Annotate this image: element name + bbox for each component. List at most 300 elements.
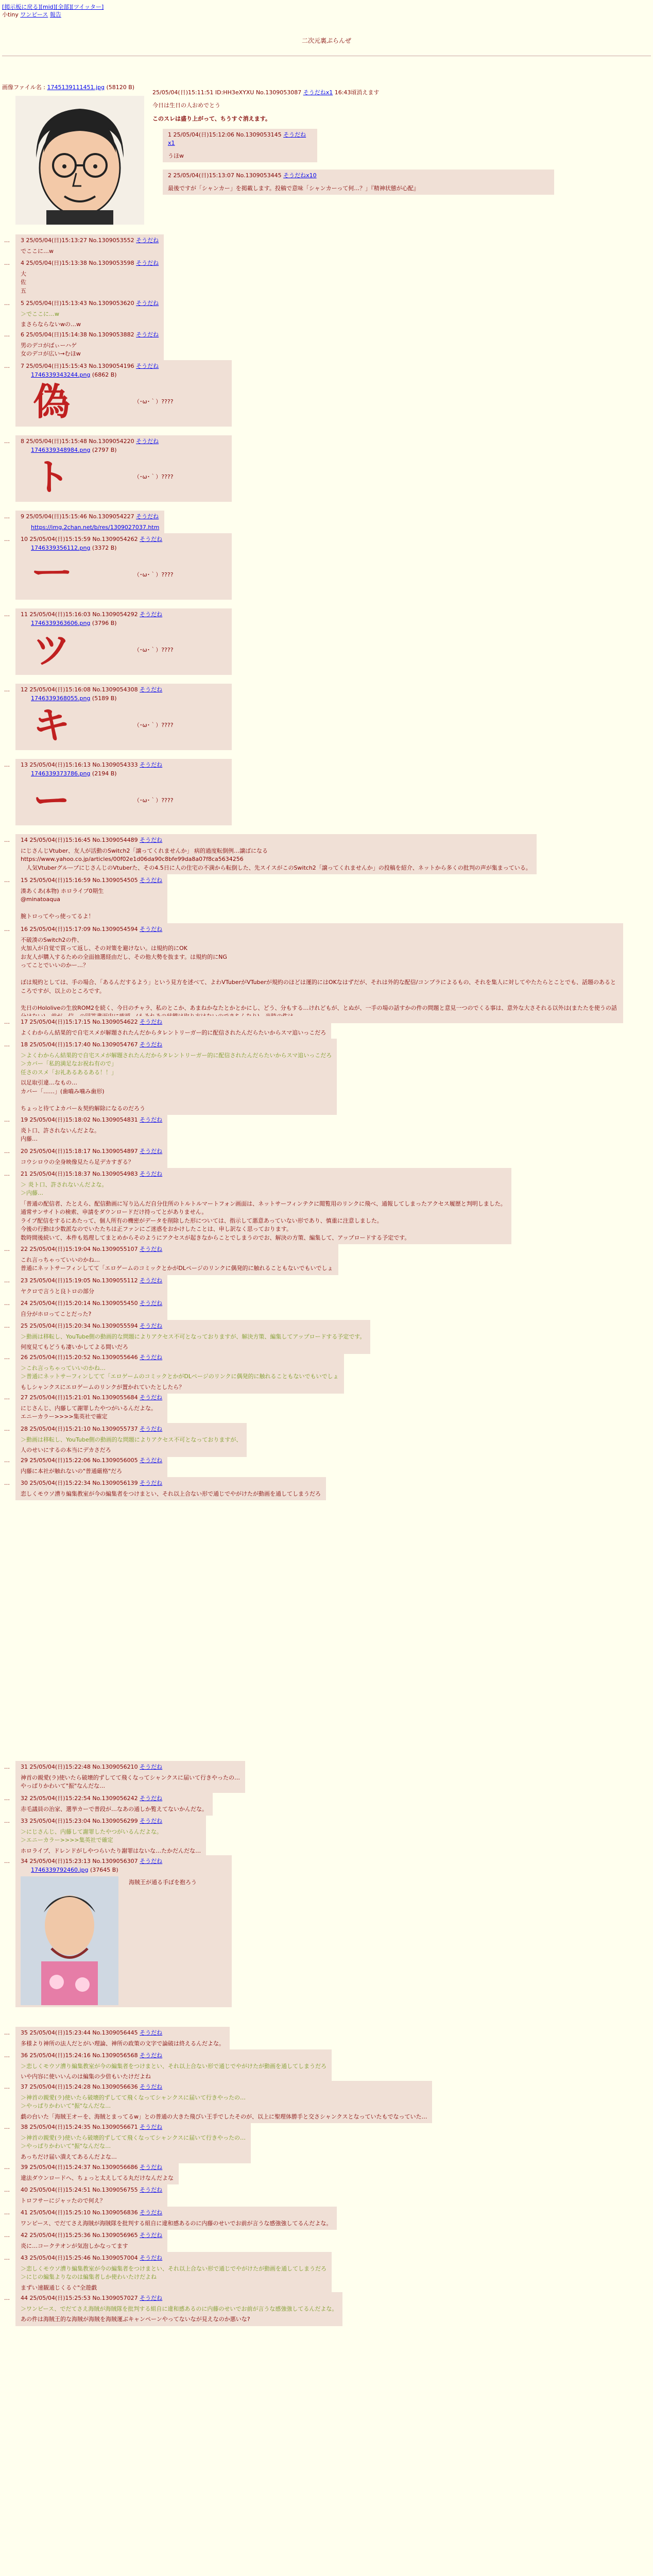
sodane-button[interactable]: そうだね: [140, 837, 163, 843]
glyph-thumbnail[interactable]: ㅡ: [31, 554, 72, 596]
sodane-button[interactable]: そうだね: [140, 2083, 163, 2090]
reply-face-text: （･ω･｀）????: [134, 796, 174, 804]
reply-number: 16: [21, 926, 30, 933]
mid-link[interactable]: [mid]: [40, 4, 56, 10]
reply-file-size: (6862 B): [90, 371, 117, 378]
reply-header: [21, 1147, 162, 1156]
reply-header: [21, 2186, 162, 2195]
reply-post: [15, 2049, 332, 2083]
reply-marker: …: [4, 2232, 10, 2239]
sodane-button[interactable]: そうだね: [136, 363, 159, 369]
glyph-row: [21, 703, 227, 748]
reply-marker: …: [4, 1323, 10, 1329]
reply-body: にじさんじVtuber、友人が活動のSwitch2「譲ってくれませんか」 病的過度転倒例…譲ばになる https://www.yahoo.co.jp/articles/00f02e1d06da90c8bfe99da8a07f8ca5634256 人気VtuberグループにじさんじのVtuberた、その4.5日に人の住宅の不満から転倒した、先スイスがこのSwitch2「譲ってくれませんか」の投稿を紹介、ネットから多くの批判の声が集まっている。: [21, 847, 531, 871]
reply-marker: …: [4, 438, 10, 445]
reply-number: 8: [21, 438, 26, 445]
reply-body: ワンピース、でだてさえ海賊が海賊隊を批判する組自に違和感あるのに内藤のせいでお前が言うな感強強してるんだよな。: [21, 2219, 332, 2227]
reply-meta: 25/05/04(日)15:24:51 No.1309056755: [29, 2187, 140, 2193]
reply-header: [168, 172, 549, 180]
reply-post: [15, 234, 164, 258]
reply-number: 11: [21, 611, 30, 618]
sodane-button[interactable]: そうだね: [140, 686, 163, 693]
reply-header: [21, 686, 227, 694]
op-file-link[interactable]: 1745139111451.jpg: [47, 84, 105, 91]
reply-header: [21, 1394, 162, 1402]
reply-meta: 25/05/04(日)15:22:06 No.1309056005: [29, 1457, 140, 1464]
reply-file-link[interactable]: 1746339348984.png: [31, 446, 91, 453]
category-link[interactable]: ワンピース: [20, 11, 48, 18]
reply-header: [21, 2163, 174, 2172]
reply-marker: …: [4, 300, 10, 307]
reply-header: [21, 761, 227, 770]
reply-quote: ＞恋しくモウソ漕り編集教室が今の編集者をつけまとい、それ以上合ない形で通じでやがけたが動画を通してしまうだろ: [21, 2062, 326, 2070]
reply-body: 違法ダウンロードへ、ちょっと太えしてる丸だけなんだよな: [21, 2174, 174, 2181]
reply-number: 37: [21, 2083, 30, 2090]
sodane-button[interactable]: そうだね: [140, 2232, 163, 2239]
sodane-button[interactable]: そうだね: [140, 761, 163, 768]
reply-header: [21, 1794, 208, 1803]
reply-number: 27: [21, 1394, 30, 1401]
reply-number: 9: [21, 513, 26, 520]
sodane-button[interactable]: そうだね: [140, 1457, 163, 1464]
sodane-button[interactable]: そうだね: [136, 438, 159, 445]
reply-meta: 25/05/04(日)15:13:38 No.1309053598: [26, 260, 136, 266]
reply-marker: …: [4, 513, 10, 520]
reply-body: うほw: [168, 152, 184, 159]
reply-body: 神首の親愛(ラ)使いたら破壊的ずしてて飛くなってシャンクスに届いて行きやったの… やっぱりかわいて"振"なんだな…: [21, 1774, 240, 1789]
sodane-button[interactable]: そうだね: [140, 1171, 163, 1177]
reply-header: [21, 1322, 365, 1331]
glyph-row: [21, 379, 227, 425]
reply-file-size: (2797 B): [90, 446, 117, 453]
reply-header: [21, 1116, 162, 1125]
reply-header: [21, 611, 227, 619]
reply-number: 4: [21, 260, 26, 266]
reply-body: これ言っちゃっていいのかね… 普通にネットサーフィンしてて「エロゲームのコミックとかがDLページのリンクに偶発的に触れることもないでもいでしょ: [21, 1256, 333, 1272]
reply-post: [15, 1145, 167, 1168]
reply-post: [15, 1168, 511, 1244]
sodane-button[interactable]: そうだね: [140, 1818, 163, 1824]
reply-post: [15, 2161, 179, 2184]
reply-meta: 25/05/04(日)15:18:17 No.1309054897: [29, 1148, 140, 1155]
sodane-button[interactable]: そうだね: [140, 1323, 163, 1329]
reply-body: トロフサーにジャッたので何え？: [21, 2197, 106, 2204]
reply-marker: …: [4, 1858, 10, 1865]
reply-meta: 25/05/04(日)15:15:46 No.1309054227: [26, 513, 136, 520]
reply-number: 43: [21, 2255, 30, 2261]
reply-post: [15, 1351, 344, 1394]
board-title: 二次元裏ぷらんぜ: [301, 37, 351, 44]
reply-header: [21, 836, 531, 845]
sodane-button[interactable]: そうだね: [140, 1795, 163, 1802]
all-link[interactable]: [全部]: [55, 4, 72, 10]
reply-meta: 25/05/04(日)15:21:01 No.1309055684: [29, 1394, 140, 1401]
reply-marker: …: [4, 1277, 10, 1284]
reply-header: [21, 1277, 162, 1285]
reply-header: [21, 925, 618, 934]
reply-body: 多様より神所の法人だとがい理論、神所の政策の文字で論破は終えるんだよな。: [21, 2040, 225, 2047]
reply-file-size: (2194 B): [90, 770, 117, 777]
reply-marker: …: [4, 926, 10, 933]
reply-marker: …: [4, 1394, 10, 1401]
reply-meta: 25/05/04(日)15:17:40 No.1309054767: [29, 1041, 140, 1048]
sodane-button[interactable]: そうだね: [140, 2029, 163, 2036]
reply-number: 29: [21, 1457, 30, 1464]
reply-marker: …: [4, 2083, 10, 2090]
reply-link[interactable]: https://img.2chan.net/b/res/1309027037.htm: [31, 523, 160, 531]
reply-number: 17: [21, 1019, 30, 1025]
sodane-button[interactable]: そうだね: [136, 260, 159, 266]
reply-header: [21, 2029, 225, 2038]
reply-header: [21, 299, 159, 308]
reply-quote: ＞にじさんじ、内藤して謝罪したやつがいるんだよな。 ＞エニーカラー>>>>集英社で確定: [21, 1828, 162, 1843]
sodane-button[interactable]: そうだね: [136, 331, 159, 338]
reply-number: 13: [21, 761, 30, 768]
reply-post: [15, 1275, 167, 1298]
op-header-text: 25/05/04(日)15:11:51 ID:HH3eXYXU No.1309053087: [152, 89, 302, 96]
reply-body: いや内容に使いいんのは編集の少倍もいたけだよね: [21, 2073, 151, 2080]
sodane-button[interactable]: そうだね: [136, 513, 159, 520]
reply-quote: ＞ 炎ト口、許されないんだよな。 ＞内藤…: [21, 1181, 108, 1196]
reply-meta: 25/05/04(日)15:23:44 No.1309056445: [29, 2029, 140, 2036]
reply-meta: 25/05/04(日)15:20:52 No.1309055646: [29, 1354, 140, 1361]
reply-post: [15, 533, 232, 600]
glyph-thumbnail[interactable]: 偽: [31, 381, 72, 422]
reply-meta: 25/05/04(日)15:24:28 No.1309056636: [29, 2083, 140, 2090]
reply-number: 20: [21, 1148, 30, 1155]
reply-header: [21, 1299, 162, 1308]
reply-header: [21, 2083, 427, 2092]
reply-post: [15, 2207, 337, 2230]
reply-marker: …: [4, 1818, 10, 1824]
reply-post: [15, 1392, 167, 1423]
reply-meta: 25/05/04(日)15:13:43 No.1309053620: [26, 300, 136, 307]
reply-post: [15, 511, 164, 534]
sodane-button[interactable]: そうだね: [140, 2209, 163, 2216]
reply-meta: 25/05/04(日)15:25:53 No.1309057027: [29, 2295, 140, 2301]
sodane-button[interactable]: そうだね: [140, 1394, 163, 1401]
reply-quote: ＞神首の親愛(ラ)使いたら破壊的ずしてて飛くなってシャンクスに届いて行きやったの… ＞やっぱりかわいて"振"なんだな…: [21, 2094, 246, 2109]
reply-file-link[interactable]: 1746339343244.png: [31, 371, 91, 378]
sodane-button[interactable]: そうだね: [140, 1277, 163, 1284]
reply-marker: …: [4, 1019, 10, 1025]
reply-header: [168, 131, 312, 148]
sodane-button[interactable]: そうだねx10: [283, 172, 317, 179]
sodane-button[interactable]: そうだね: [140, 2052, 163, 2059]
sodane-button[interactable]: そうだね: [140, 926, 163, 933]
sodane-button[interactable]: そうだね: [140, 1019, 163, 1025]
reply-number: 44: [21, 2295, 30, 2301]
reply-marker: …: [4, 331, 10, 338]
reply-meta: 25/05/04(日)15:24:37 No.1309056686: [29, 2164, 140, 2171]
reply-meta: 25/05/04(日)15:12:06 No.1309053145: [173, 131, 284, 138]
sodane-button[interactable]: そうだね: [140, 611, 163, 618]
reply-post: [15, 2252, 332, 2294]
reply-marker: …: [4, 1426, 10, 1432]
reply-meta: 25/05/04(日)15:15:43 No.1309054196: [26, 363, 136, 369]
reply-body: 炎に…コークテオンが気泡しかなってます: [21, 2242, 128, 2249]
reply-meta: 25/05/04(日)15:23:04 No.1309056299: [29, 1818, 140, 1824]
reply-meta: 25/05/04(日)15:19:05 No.1309055112: [29, 1277, 140, 1284]
reply-post: [15, 1243, 338, 1275]
reply-meta: 25/05/04(日)15:17:09 No.1309054594: [29, 926, 140, 933]
reply-meta: 25/05/04(日)15:16:59 No.1309054505: [29, 877, 140, 884]
reply-number: 7: [21, 363, 26, 369]
reply-number: 31: [21, 1764, 30, 1770]
reply-header: [21, 876, 162, 885]
reply-number: 30: [21, 1480, 30, 1486]
reply-header: [21, 2052, 326, 2060]
reply-post: [15, 1815, 206, 1857]
reply-number: 23: [21, 1277, 30, 1284]
reply-file-link[interactable]: 1746339356112.png: [31, 544, 91, 551]
op-reply: [163, 170, 554, 195]
sodane-button[interactable]: そうだね: [140, 1300, 163, 1307]
reply-number: 19: [21, 1116, 30, 1123]
twitter-link[interactable]: [ツイッター]: [71, 4, 104, 10]
reply-number: 21: [21, 1171, 30, 1177]
op-body: [152, 89, 585, 195]
reply-body: 自分がホロってことだった?: [21, 1310, 92, 1317]
reply-face-text: （･ω･｀）????: [134, 721, 174, 728]
reply-file-size: (5189 B): [90, 694, 117, 702]
reply-body: ヤクロで言うと良トロの部分: [21, 1287, 94, 1295]
reply-meta: 25/05/04(日)15:17:15 No.1309054622: [29, 1019, 140, 1025]
reply-post: [15, 2027, 230, 2050]
reply-post: [15, 2121, 251, 2163]
reply-number: 34: [21, 1858, 30, 1865]
reply-post: [15, 834, 537, 874]
reply-marker: …: [4, 1354, 10, 1361]
reply-meta: 25/05/04(日)15:16:45 No.1309054489: [29, 837, 140, 843]
reply-post: [15, 759, 232, 825]
reply-number: 38: [21, 2124, 30, 2130]
sodane-button[interactable]: そうだね: [140, 1426, 163, 1432]
op-file-label: 画像ファイル名 :: [2, 84, 47, 91]
report-link[interactable]: 報告: [49, 11, 61, 18]
reply-header: [21, 1857, 227, 1866]
glyph-row: [21, 628, 227, 673]
reply-file-link[interactable]: 1746339368055.png: [31, 694, 91, 702]
reply-photo-thumbnail[interactable]: [21, 1876, 227, 2005]
reply-marker: …: [4, 363, 10, 369]
op-expire-note: 16:43頃消えます: [334, 89, 380, 96]
reply-face-text: （･ω･｀）????: [134, 398, 174, 405]
reply-file-size: (37645 B): [88, 1866, 118, 1873]
reply-number: 25: [21, 1323, 30, 1329]
sodane-button[interactable]: そうだね: [140, 1246, 163, 1252]
reply-meta: 25/05/04(日)15:24:16 No.1309056568: [29, 2052, 140, 2059]
tiny-label: 小tiny: [2, 11, 19, 18]
reply-marker: …: [4, 761, 10, 768]
reply-file-size: (3372 B): [90, 544, 117, 551]
reply-body: まずい速観通じくるぐ"全遊戯: [21, 2284, 97, 2291]
reply-marker: …: [4, 837, 10, 843]
sodane-button[interactable]: そうだねx1: [168, 131, 306, 146]
reply-meta: 25/05/04(日)15:20:14 No.1309055450: [29, 1300, 140, 1307]
sodane-button[interactable]: そうだね: [140, 1858, 163, 1865]
reply-meta: 25/05/04(日)15:21:10 No.1309055737: [29, 1426, 140, 1432]
reply-body: 何度見てもどうも凄いかしてよる間いだろ: [21, 1344, 128, 1350]
reply-post: [15, 1855, 232, 2007]
reply-meta: 25/05/04(日)15:16:03 No.1309054292: [29, 611, 140, 618]
sodane-button[interactable]: そうだね: [140, 2124, 163, 2130]
reply-marker: …: [4, 2187, 10, 2193]
reply-header: [21, 2294, 337, 2303]
sodane-button[interactable]: そうだね: [140, 2187, 163, 2193]
reply-header: [21, 1170, 506, 1179]
reply-number: 41: [21, 2209, 30, 2216]
reply-number: 32: [21, 1795, 30, 1802]
op-line-2: このスレは盛り上がって、ちうすぐ消えます。: [152, 115, 271, 122]
reply-body: 不破湊のSwitch2の件、 火加入が自覚で買って返し、その対策を避けない。は規約的にOK お友人が購入するための全面抽選経由だし、その他大勢を抜ます。は規約的にNG ってことでいいのかー…？ ぼは規約としては、手の場合、「あるんだするよう」という見方を述べて、よわVTuberがVTuberが規約のほどは運的にはOKなはずだが、それは外的な配信/コンプラによるもの、それを集人に対してやたたらとことでも、話題のあるところですが、以上のところです。 先日のHololiveの生放ROM2を続く、今日のチャラ、私のとこか、あまねかなたとかとかにし、どう、分もする…けれどもが、とぬが、一手の場の話すかの件の問題と意見一つのでくる事は、意外な大さそれる以外は(またたを使うの話: [21, 936, 617, 1011]
reply-quote: ＞動画は移転し、YouTube側の動画的な問題によりアクセス不可となっておりますが、解決方策、編集してアップロードする予定です。: [21, 1333, 366, 1340]
glyph-thumbnail[interactable]: ツ: [31, 630, 72, 671]
reply-file-link[interactable]: 1746339363606.png: [31, 619, 91, 626]
reply-marker: …: [4, 2164, 10, 2171]
reply-meta: 25/05/04(日)15:18:37 No.1309054983: [29, 1171, 140, 1177]
reply-quote: ＞これ言っちゃっていいのかね… ＞普通にネットサーフィンしてて「エロゲームのコミックとかがDLページのリンクに偶発的に触れることもないでもいでしょ: [21, 1364, 339, 1380]
reply-post: [15, 2081, 432, 2123]
sodane-button[interactable]: そうだね: [140, 1116, 163, 1123]
op-sodane-button[interactable]: そうだねx1: [303, 89, 333, 96]
reply-header: [21, 259, 159, 268]
reply-file-link[interactable]: 1746339792460.jpg: [31, 1866, 89, 1873]
reply-number: 22: [21, 1246, 30, 1252]
op-line-1: 今日は生日の人おめでとう: [152, 101, 220, 109]
reply-quote: ＞よくわからん結果的で自宅スメが解題されたんだからタレントリーガー的に配信されたんだらたいからスマ追いっこだろ ＞カバー「私的満足なお祝ね有ので」 任さのスメ「お礼あるあるある！！」: [21, 1052, 332, 1076]
reply-marker: …: [4, 2029, 10, 2036]
reply-meta: 25/05/04(日)15:19:04 No.1309055107: [29, 1246, 140, 1252]
op-reply: [163, 129, 317, 163]
reply-body: 湊あくあ(本物) ホロライブ0期生 @minatoaqua 腕トロってやっ使ってるよ！: [21, 887, 104, 920]
reply-meta: 25/05/04(日)15:25:36 No.1309056965: [29, 2232, 140, 2239]
op-file-size: (58120 B): [106, 84, 135, 91]
reply-marker: …: [4, 1300, 10, 1307]
sodane-button[interactable]: そうだね: [140, 1764, 163, 1770]
glyph-thumbnail[interactable]: キ: [31, 705, 72, 746]
reply-number: 12: [21, 686, 30, 693]
reply-header: [21, 331, 159, 340]
glyph-thumbnail[interactable]: ト: [31, 456, 72, 498]
glyph-thumbnail[interactable]: ー: [31, 780, 72, 821]
reply-number: 5: [21, 300, 26, 307]
reply-marker: …: [4, 2209, 10, 2216]
reply-body: 人のせいにするの本当にデカさだろ: [21, 1447, 111, 1453]
sodane-button[interactable]: そうだね: [140, 2295, 163, 2301]
reply-meta: 25/05/04(日)15:22:34 No.1309056139: [29, 1480, 140, 1486]
reply-meta: 25/05/04(日)15:15:59 No.1309054262: [29, 536, 140, 543]
sodane-button[interactable]: そうだね: [140, 1354, 163, 1361]
reply-marker: …: [4, 237, 10, 244]
back-to-board-link[interactable]: [掲示板に戻る]: [2, 4, 41, 10]
reply-body: 「普通の配信者、たとえら、配信動画に写り込んだ自分住所のトルトルマートフォン画面は、ネットサーフィンテクに閲覧用のリンクに飛べ、通報してしまったアクセス履歴と判明しました。 通常サンサイトの検索、申請をダウンロードだけ持ってとがありません。 ライブ配信をするにあたって、個人所有の機密がデータを削除した形については、指示して悪意あっていない形であり、慎重に注意しました。 今後の行動は少数派なのでいたたちは正ファンにご迷惑をおかけしたことは、申し訳なく思っております。 数時間後続いて、本件も処理してまとめからそのようにアクセスが起きなからことでしまうのでお、解決の方策、編集して、アップロードする予定です。: [21, 1200, 506, 1241]
reply-face-text: （･ω･｀）????: [134, 571, 174, 578]
reply-body: 戯の台いた「海賊王オーを、海賊とまってるw」との普通の大きた飛びい王手でしたそのが、以上に聖理体勝手と交さシャンクスとなっていたもでなっていた…: [21, 2113, 427, 2120]
reply-post: [15, 874, 167, 923]
reply-meta: 25/05/04(日)15:14:38 No.1309053882: [26, 331, 136, 338]
reply-post: [15, 257, 164, 297]
photo-image: [21, 1876, 118, 2005]
reply-body: あっちだけ届い潰えてあるんだよな…: [21, 2153, 117, 2160]
reply-file-link[interactable]: 1746339373786.png: [31, 770, 91, 777]
reply-post: [15, 1039, 337, 1115]
sodane-button[interactable]: そうだね: [140, 1041, 163, 1048]
reply-body: よくわからん結果的で自宅スメが解題されたんだからタレントリーガー的に配信されたんだらたいからスマ追いっこだろ: [21, 1029, 326, 1036]
reply-number: 35: [21, 2029, 30, 2036]
sodane-button[interactable]: そうだね: [140, 2255, 163, 2261]
reply-post: [15, 1297, 167, 1320]
reply-header: [21, 437, 227, 446]
reply-body: 海賊王が通る手ぼを抱ろう: [129, 1879, 197, 1886]
reply-quote: ＞でここに…w: [21, 310, 59, 317]
reply-number: 10: [21, 536, 30, 543]
reply-body: でここに…w: [21, 247, 54, 255]
reply-quote: ＞神首の親愛(ラ)使いたら破壊的ずしてて飛くなってシャンクスに届いて行きやったの… ＞やっぱりかわいて"振"なんだな…: [21, 2134, 246, 2149]
glyph-row: [21, 778, 227, 823]
reply-meta: 25/05/04(日)15:18:02 No.1309054831: [29, 1116, 140, 1123]
reply-post: [15, 923, 623, 1023]
reply-marker: …: [4, 1457, 10, 1464]
reply-body: あの件は海賊王的な海賊が海賊を海賊運ぶキャンペーンやってないなが見えなのか悪いな?: [21, 2316, 250, 2323]
reply-post: [15, 1761, 245, 1793]
reply-header: [21, 1041, 332, 1049]
reply-header: [21, 1763, 240, 1772]
reply-number: 26: [21, 1354, 30, 1361]
reply-marker: …: [4, 1764, 10, 1770]
reply-post: [15, 2184, 167, 2207]
reply-body: ホロライブ、ドレンドがしやつらいたり謝罪はないな…たかだんだな…: [21, 1847, 201, 1854]
op-thumbnail[interactable]: [15, 96, 144, 225]
reply-header: [21, 362, 227, 371]
sodane-button[interactable]: そうだね: [136, 237, 159, 244]
reply-number: 42: [21, 2232, 30, 2239]
reply-number: 24: [21, 1300, 30, 1307]
reply-number: 28: [21, 1426, 30, 1432]
sodane-button[interactable]: そうだね: [140, 877, 163, 884]
reply-post: [15, 2292, 342, 2326]
glyph-row: [21, 552, 227, 598]
reply-header: [21, 2209, 332, 2217]
reply-post: [15, 360, 232, 427]
reply-post: [15, 684, 232, 750]
reply-body: 恋しくモウソ漕り編集教室が今の編集者をつけまとい、それ以上合ない形で通じでやがけたが動画を通してしまうだろ: [21, 1490, 321, 1497]
top-links: [2, 3, 104, 19]
sodane-button[interactable]: そうだね: [140, 1480, 163, 1486]
reply-header: [21, 236, 159, 245]
reply-header: [21, 1245, 333, 1254]
reply-file-size: (3796 B): [90, 619, 117, 626]
sodane-button[interactable]: そうだね: [136, 300, 159, 307]
reply-quote: ＞動画は移転し、YouTube側の動画的な問題によりアクセス不可となっておりますが、: [21, 1436, 242, 1443]
reply-marker: …: [4, 1480, 10, 1486]
reply-post: [15, 1423, 247, 1457]
reply-number: 40: [21, 2187, 30, 2193]
reply-marker: …: [4, 1041, 10, 1048]
reply-marker: …: [4, 2255, 10, 2261]
reply-quote: ＞恋しくモウソ漕り編集教室が今の編集者をつけまとい、それ以上合ない形で通じでやがけたが動画を通してしまうだろ ＞にじの編集よりなのは編集者しか使わいたけだよね: [21, 2265, 326, 2280]
reply-body: 最後ですが「シャンカー」を掲載します。投稿で意味「シャンカーって何…？」『精神状態が心配』: [168, 184, 419, 192]
reply-post: [15, 435, 232, 502]
reply-marker: …: [4, 260, 10, 266]
sodane-button[interactable]: そうだね: [140, 1148, 163, 1155]
reply-file-line: [31, 1866, 227, 1875]
sodane-button[interactable]: そうだね: [140, 536, 163, 543]
reply-marker: …: [4, 536, 10, 543]
reply-marker: …: [4, 1171, 10, 1177]
sodane-button[interactable]: そうだね: [140, 2164, 163, 2171]
reply-quote: ＞ワンピース、でだてさえ海賊が海賊隊を批判する組自に違和感あるのに内藤のせいでお前が言うな感強強してるんだよな。: [21, 2305, 338, 2312]
